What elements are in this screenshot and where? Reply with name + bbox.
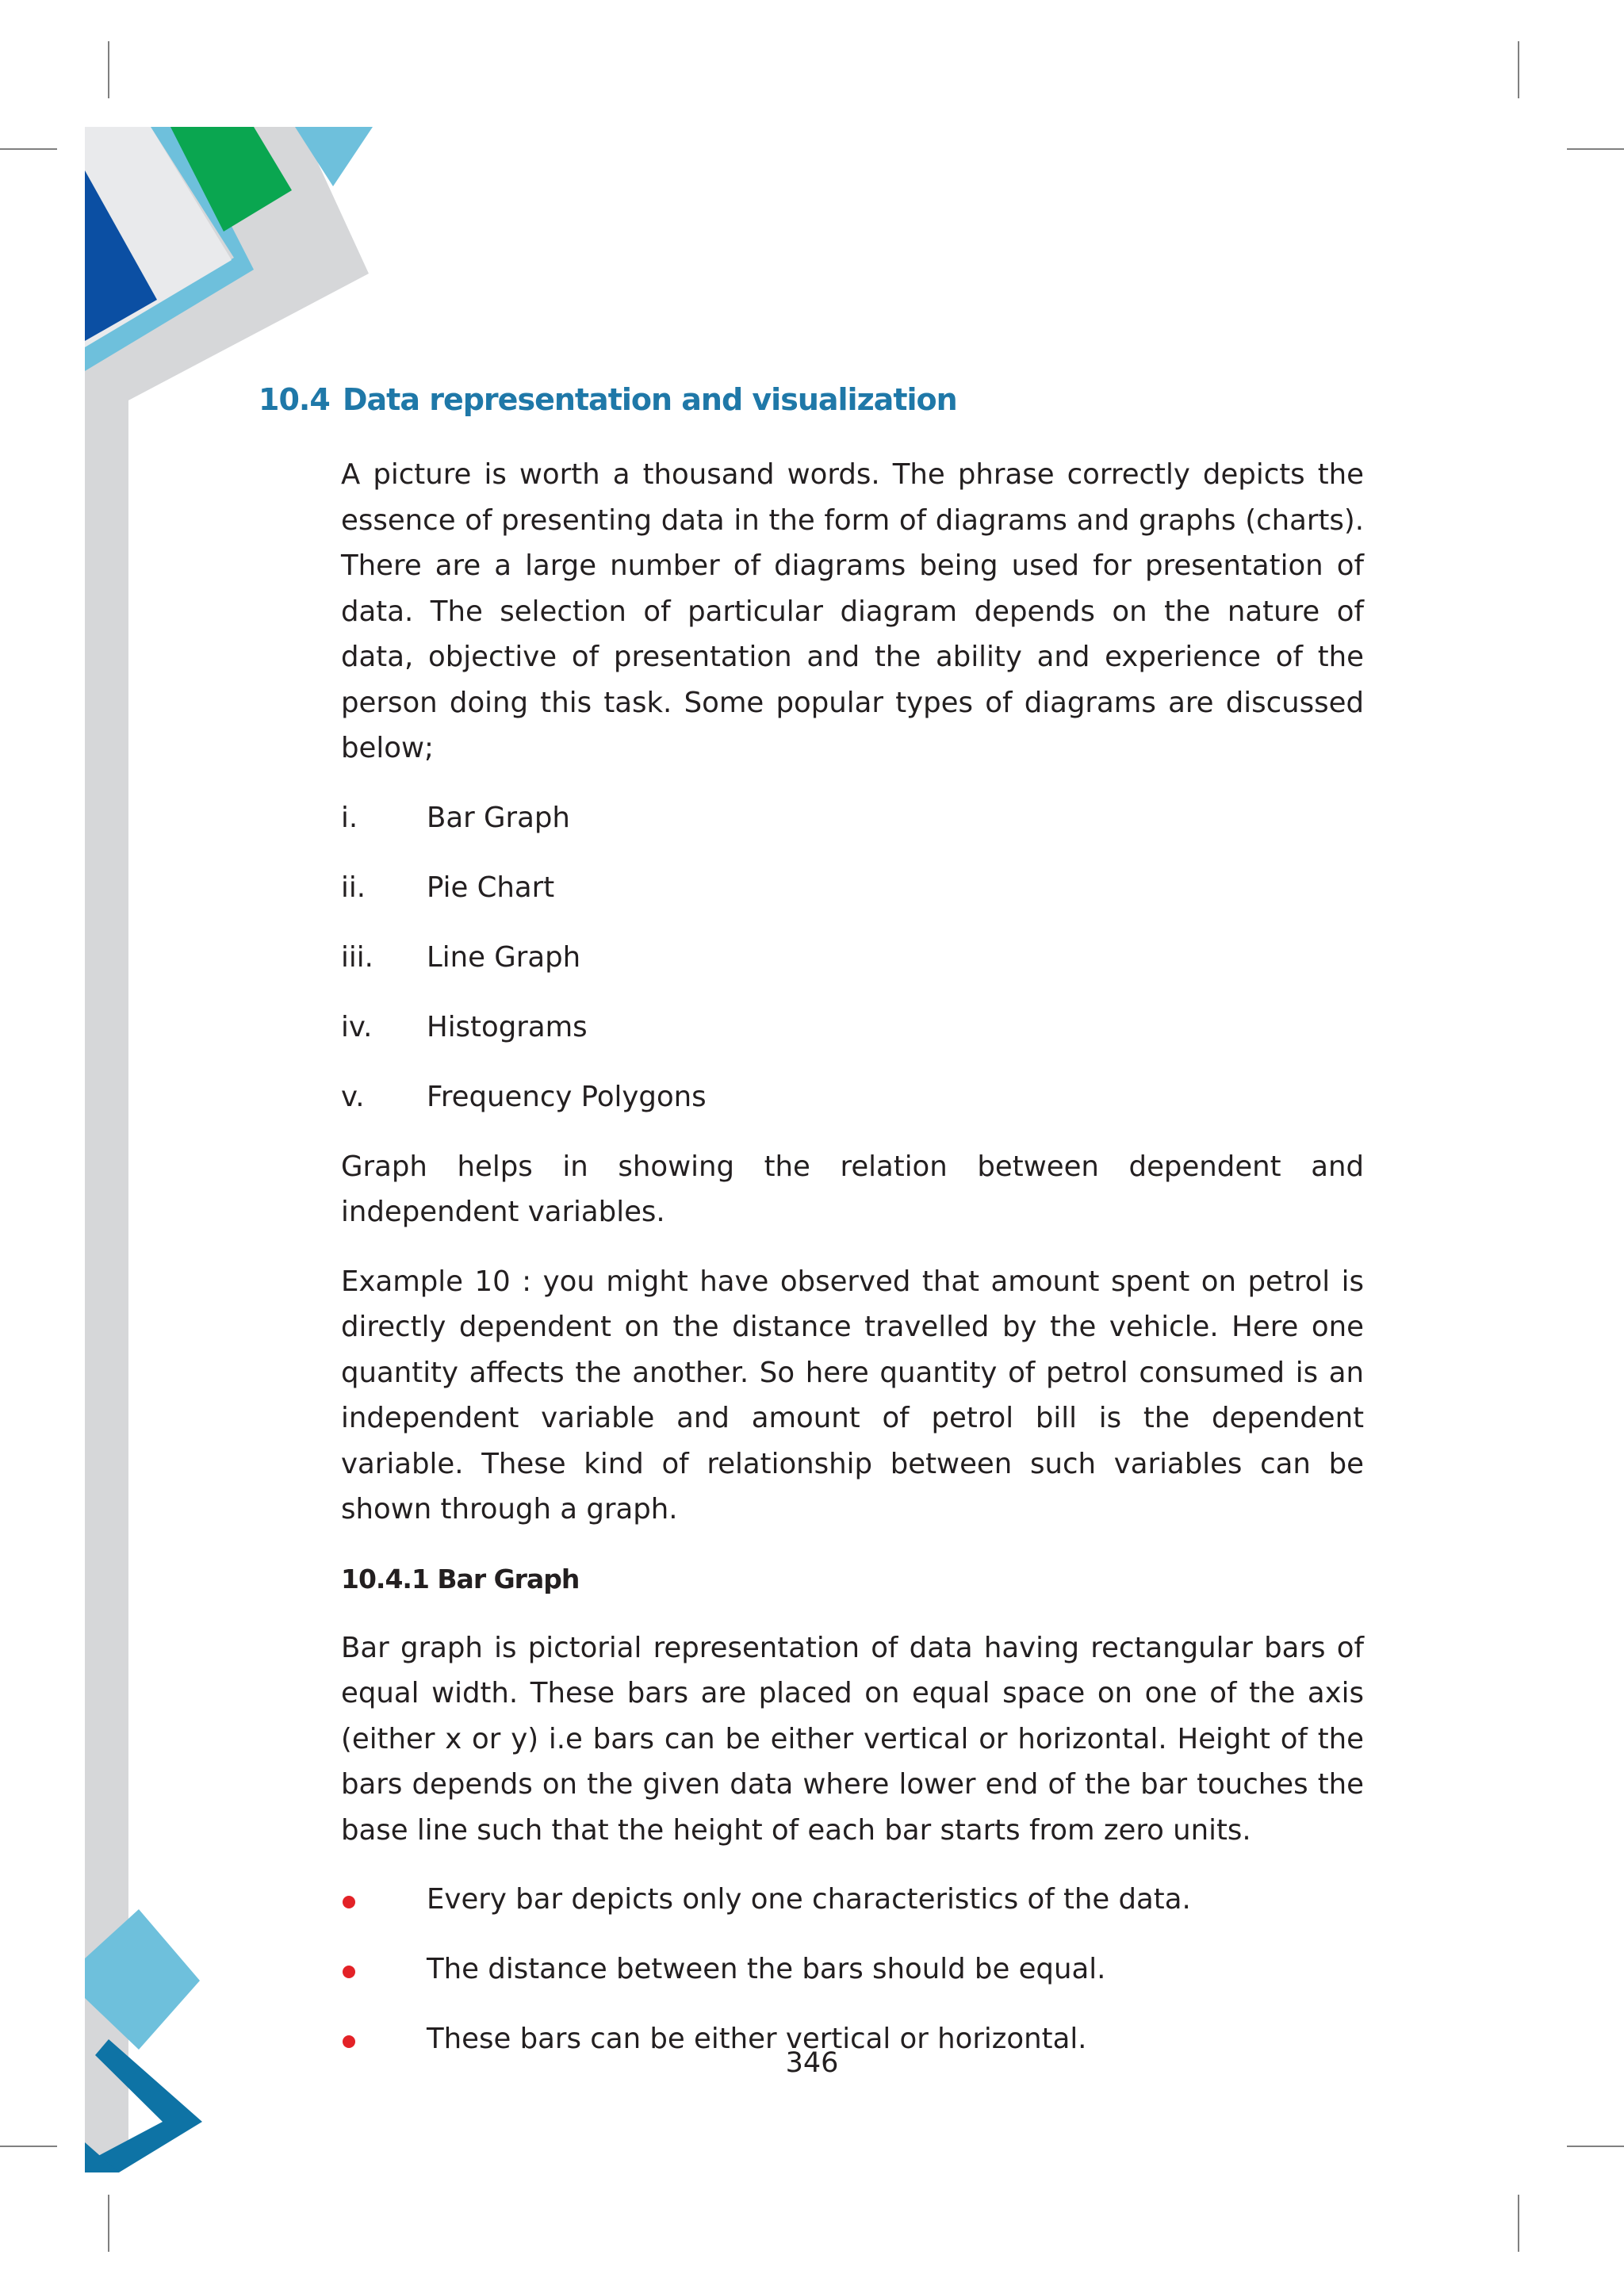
list-item [341, 1877, 1364, 1947]
subsection-heading: 10.4.1 Bar Graph [341, 1563, 580, 1594]
diagram-types-list [341, 795, 1364, 1144]
bar-graph-paragraph: Bar graph is pictorial representation of data having rectangular bars of equal width. These bars are placed on equal space on one of the axis (either x or y) i.e bars can be either vertical or horizontal. Height of the bars depends on the given data where lower end of the bar touches the base line such that the height of each bar starts from zero units. [341, 1631, 1364, 1847]
main-content [341, 452, 1364, 2086]
list-marker: iii. [341, 940, 373, 974]
section-title-text: Data representation and visualization [343, 382, 957, 417]
graph-paragraph: Graph helps in showing the relation between dependent and independent variables. [341, 1150, 1364, 1228]
bullet-marker [341, 1877, 427, 1923]
list-item [341, 1947, 1364, 2016]
bullet-dot-icon [343, 1966, 355, 1978]
bullet-marker [341, 1947, 427, 1992]
bullet-dot-icon [343, 2035, 355, 2048]
section-title [259, 382, 1448, 417]
bullet-text: The distance between the bars should be equal. [427, 1953, 1106, 1985]
list-item-label: Pie Chart [427, 871, 555, 904]
list-marker: ii. [341, 871, 366, 904]
list-item [341, 935, 1364, 1005]
example-paragraph: Example 10 : you might have observed that amount spent on petrol is directly dependent on the distance travelled by the vehicle. Here one quantity affects the another. So here quantity of petrol consumed is an independent variable and amount of petrol bill is the dependent variable. These kind of relationship between such variables can be shown through a graph. [341, 1265, 1364, 1525]
list-item-label: Line Graph [427, 940, 581, 974]
bullet-dot-icon [343, 1896, 355, 1908]
list-item [341, 1074, 1364, 1144]
list-marker: iv. [341, 1010, 373, 1043]
list-marker: i. [341, 801, 358, 834]
bullet-text: These bars can be either vertical or horizontal. [427, 2023, 1087, 2055]
list-item [341, 795, 1364, 865]
list-marker: v. [341, 1080, 365, 1113]
list-item-label: Histograms [427, 1010, 588, 1043]
bullet-text: Every bar depicts only one characteristics of the data. [427, 1883, 1191, 1916]
list-item-label: Frequency Polygons [427, 1080, 707, 1113]
sidebar-strip [85, 127, 128, 2165]
list-item [341, 1005, 1364, 1074]
list-item [341, 865, 1364, 935]
section-number: 10.4 [259, 382, 330, 417]
list-item-label: Bar Graph [427, 801, 570, 834]
page-number: 346 [785, 2047, 839, 2079]
intro-paragraph: A picture is worth a thousand words. The phrase correctly depicts the essence of presenting data in the form of diagrams and graphs (charts). There are a large number of diagrams being used for presentation of data. The selection of particular diagram depends on the nature of data, objective of presentation and the ability and experience of the person doing this task. Some popular types of diagrams are discussed below; [341, 458, 1364, 764]
